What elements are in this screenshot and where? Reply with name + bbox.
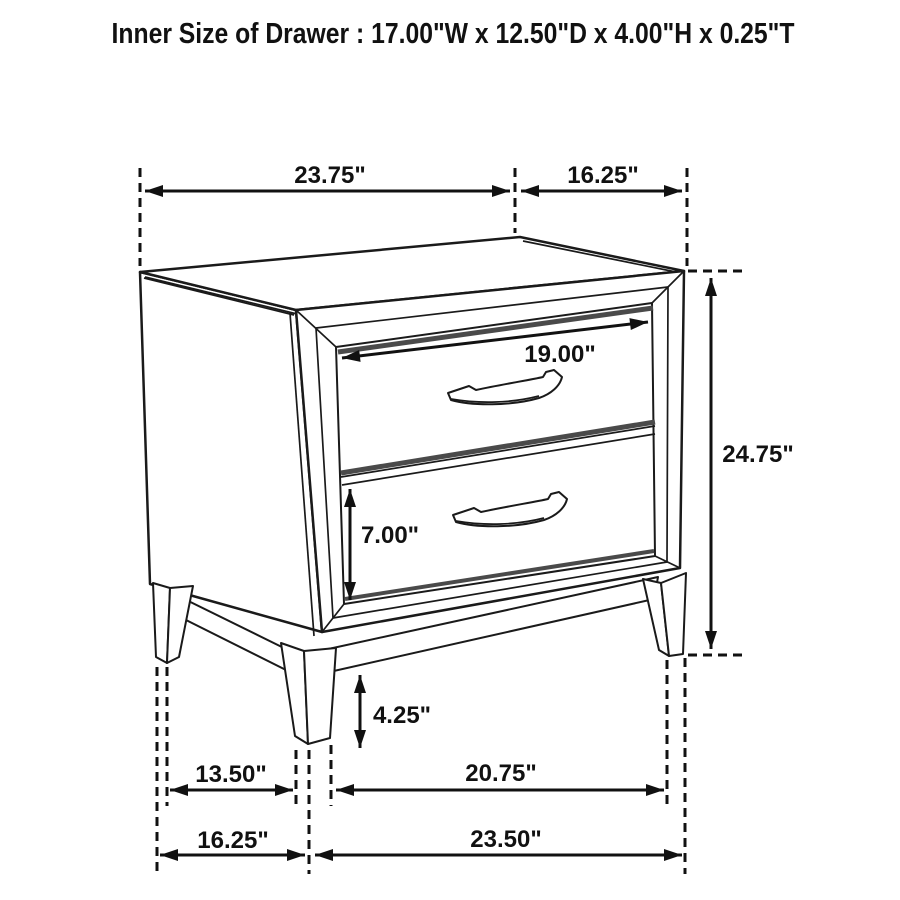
left-side-panel bbox=[140, 272, 322, 636]
label-base-depth: 16.25" bbox=[197, 827, 269, 854]
label-leg-clearance-front: 20.75" bbox=[465, 760, 537, 787]
label-top-depth: 16.25" bbox=[567, 162, 639, 189]
nightstand-drawing bbox=[140, 237, 686, 744]
diagram-title: Inner Size of Drawer : 17.00"W x 12.50"D x 4.00"H x 0.25"T bbox=[111, 18, 795, 50]
label-drawer-front-width: 19.00" bbox=[524, 341, 596, 368]
front-right-leg bbox=[643, 573, 686, 656]
label-leg-height: 4.25" bbox=[372, 702, 432, 729]
label-bottom-drawer-height: 7.00" bbox=[360, 522, 420, 549]
label-overall-height: 24.75" bbox=[722, 441, 794, 468]
front-left-leg bbox=[281, 643, 336, 744]
label-leg-span-side: 13.50" bbox=[195, 761, 267, 788]
back-left-leg bbox=[153, 583, 193, 663]
label-base-width: 23.50" bbox=[470, 826, 542, 853]
label-top-width: 23.75" bbox=[294, 162, 366, 189]
